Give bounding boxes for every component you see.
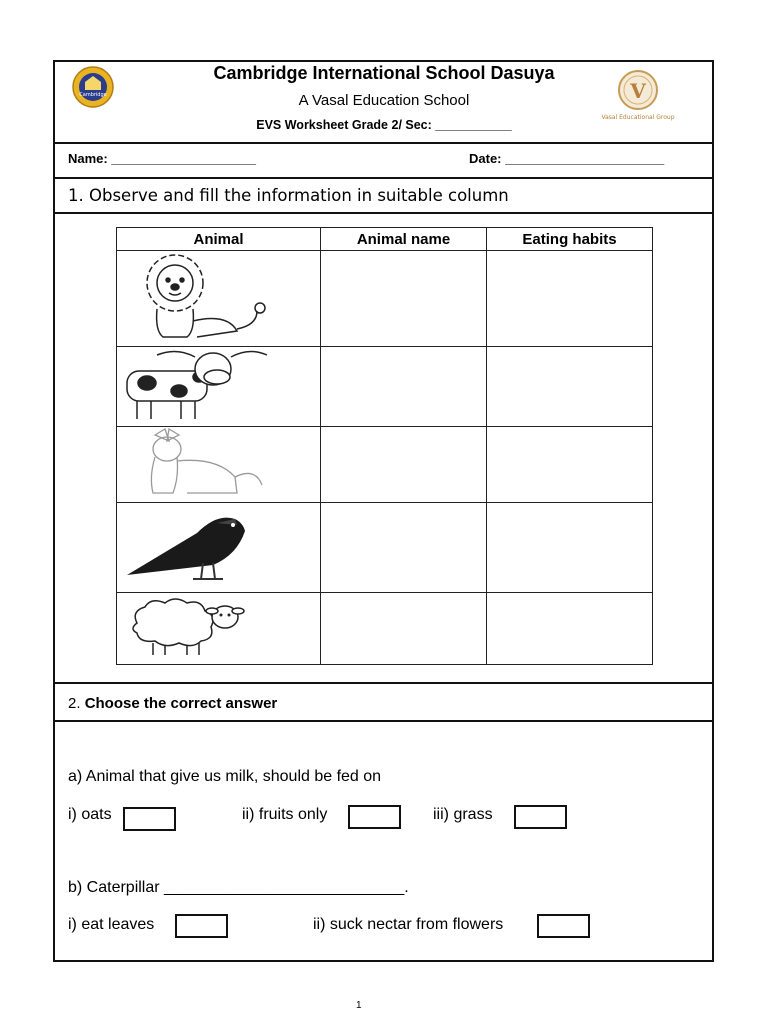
answer-box-b-1[interactable]: [175, 914, 228, 938]
option-a-2: ii) fruits only: [242, 806, 328, 823]
animal-name-cell[interactable]: [321, 251, 487, 347]
page-number: 1: [356, 1000, 362, 1011]
table-row: [117, 503, 653, 593]
col-eating-habits: Eating habits: [487, 228, 653, 251]
option-b-2: ii) suck nectar from flowers: [313, 916, 504, 933]
crow-icon: [117, 503, 277, 587]
animal-name-cell[interactable]: [321, 347, 487, 427]
answer-box-a-3[interactable]: [514, 805, 567, 829]
question-b: b) Caterpillar ___________________________.: [68, 879, 409, 896]
name-field[interactable]: Name: ____________________: [68, 151, 256, 166]
table-row: [117, 347, 653, 427]
animal-cell: [117, 503, 321, 593]
answer-box-b-2[interactable]: [537, 914, 590, 938]
left-logo-text: Cambridge: [79, 92, 107, 98]
answer-box-a-2[interactable]: [348, 805, 401, 829]
table-row: [117, 251, 653, 347]
col-animal: Animal: [117, 228, 321, 251]
animal-cell: [117, 347, 321, 427]
animals-table: [116, 227, 653, 665]
school-subtitle: A Vasal Education School: [298, 92, 470, 109]
worksheet-title: EVS Worksheet Grade 2/ Sec: ___________: [256, 118, 512, 132]
divider: [53, 142, 714, 144]
animal-cell: [117, 427, 321, 503]
question-2-heading: [68, 695, 277, 712]
option-a-3: iii) grass: [433, 806, 493, 823]
lion-icon: [117, 251, 277, 341]
right-logo-letter: V: [630, 79, 646, 103]
cow-icon: [117, 347, 277, 421]
table-row: [117, 427, 653, 503]
table-row: [117, 593, 653, 665]
eating-habits-cell[interactable]: [487, 347, 653, 427]
right-logo-caption: Vasal Educational Group: [601, 114, 675, 121]
answer-box-a-1[interactable]: [123, 807, 176, 831]
wolf-icon: [117, 427, 277, 497]
eating-habits-cell[interactable]: [487, 427, 653, 503]
animal-name-cell[interactable]: [321, 427, 487, 503]
option-a-1: i) oats: [68, 806, 112, 823]
date-field[interactable]: Date: ______________________: [469, 151, 665, 166]
animal-cell: [117, 251, 321, 347]
divider: [53, 177, 714, 179]
animal-name-cell[interactable]: [321, 503, 487, 593]
question-2-number: 2.: [68, 695, 81, 712]
divider: [53, 720, 714, 722]
eating-habits-cell[interactable]: [487, 593, 653, 665]
sheep-icon: [117, 593, 277, 659]
animal-name-cell[interactable]: [321, 593, 487, 665]
animal-cell: [117, 593, 321, 665]
option-b-1: i) eat leaves: [68, 916, 155, 933]
school-name: Cambridge International School Dasuya: [213, 63, 555, 83]
divider: [53, 212, 714, 214]
question-a: a) Animal that give us milk, should be fed on: [68, 768, 382, 785]
divider: [53, 682, 714, 684]
col-animal-name: Animal name: [321, 228, 487, 251]
question-1: 1. Observe and fill the information in suitable column: [68, 186, 509, 205]
eating-habits-cell[interactable]: [487, 251, 653, 347]
question-2-title: Choose the correct answer: [84, 695, 278, 712]
eating-habits-cell[interactable]: [487, 503, 653, 593]
table-header-row: [117, 228, 653, 251]
